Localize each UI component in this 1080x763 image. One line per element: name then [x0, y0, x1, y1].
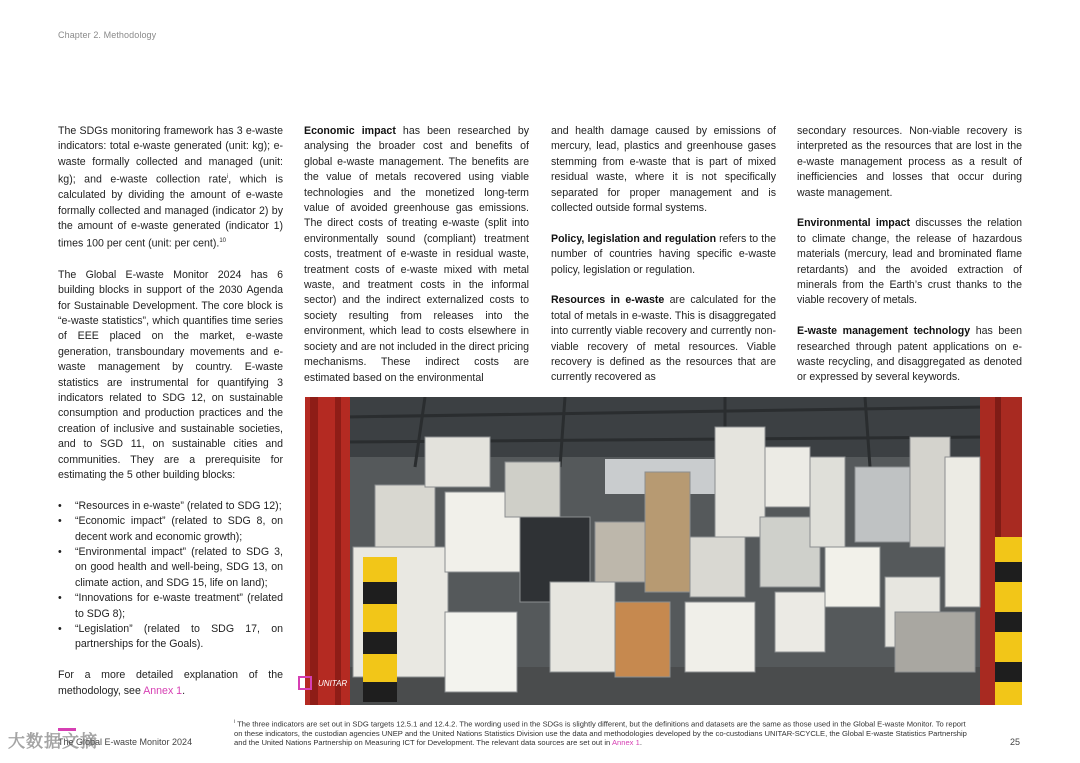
credit-square-icon — [298, 676, 312, 690]
footnote: $^i$ The three indicators are set out in SDG targets 12.5.1 and 12.4.2. The wording used in the SDGs is slightly different, but the definitions and datasets are the same as those used in the Global E-waste Monitor. To report on these indicators, the custodian agencies UNEP and the United Nations Statistics Division use the data and methodologies developed by the co-custodians UNITAR-SCYCLE, the Global E-waste Statistics Partnership and the United Nations Partnership on Measuring ICT for Development. The relevant data sources are set out in Annex 1. — [234, 719, 967, 747]
paragraph-resources: Resources in e-waste are calculated for the total of metals in e-waste. This is disaggregated into currently viable recovery and currently non-viable recovery of metal resources. Viable recovery is defined as the resources that are currently recovered as — [551, 294, 776, 384]
list-item: • “Environmental impact” (related to SDG 3, on good health and well-being, SDG 13, on climate action, and SDG 15, life on land); — [58, 545, 283, 591]
watermark: 大数据文摘 — [8, 732, 98, 751]
list-item: • “Legislation” (related to SDG 17, on partnerships for the Goals). — [58, 622, 283, 653]
paragraph-annex: For a more detailed explanation of the methodology, see Annex 1. — [58, 669, 283, 697]
paragraph-secondary-resources: secondary resources. Non-viable recovery is interpreted as the resources that are lost in the e-waste management process as a result of inefficiencies and losses that occur during waste management. — [797, 125, 1022, 199]
paragraph-health-damage: and health damage caused by emissions of mercury, lead, plastics and greenhouse gases stemming from e-waste that is part of mixed residual waste, where it is not specifically separated for proper management and is collected outside formal systems. — [551, 125, 776, 215]
ewaste-pile-illustration — [305, 397, 1022, 705]
annex-1-link[interactable]: Annex 1 — [143, 684, 183, 697]
footer-title: The Global E-waste Monitor 2024 — [58, 737, 193, 747]
column-4 — [797, 124, 1022, 401]
list-item: • “Resources in e-waste” (related to SDG 12); — [58, 499, 283, 514]
paragraph-economic-impact: Economic impact has been researched by analysing the broader cost and benefits of global e-waste management. The benefits are the value of metals recovered using viable technologies and the monetized long-term value of avoided greenhouse gas emissions. The direct costs of treating e-waste (split into environmentally sound (compliant) treatment costs, treatment of e-waste in residual waste, treatment costs of e-waste mixed with metal waste, and treatment costs in the informal sector) and the indirect externalized costs to society resulting from releases into the environment, which lead to costs elsewhere in society and are not included in the direct pricing mechanisms. These indirect costs are estimated based on the environmental — [304, 125, 530, 384]
column-2 — [304, 124, 529, 401]
paragraph-technology: E-waste management technology has been researched through patent applications on e-waste recycling, and disaggregated as denoted or expressed by several keywords. — [797, 325, 1022, 384]
list-item: • “Innovations for e-waste treatment” (related to SDG 8); — [58, 591, 283, 622]
column-3 — [551, 124, 776, 401]
footnote-ref: i — [226, 174, 229, 181]
column-1 — [58, 124, 283, 714]
paragraph-policy: Policy, legislation and regulation refers to the number of countries having specific e-waste policy, legislation or regulation. — [551, 232, 776, 276]
building-blocks-list — [58, 499, 283, 653]
page-number: 25 — [1010, 737, 1021, 747]
paragraph-environmental-impact: Environmental impact discusses the relation to climate change, the release of hazardous materials (mercury, lead and brominated flame retardants) and the avoided extraction of minerals from the Earth’s crust thanks to the viable recovery of metals. — [797, 217, 1022, 307]
paragraph-building-blocks: The Global E-waste Monitor 2024 has 6 building blocks in support of the 2030 Agenda for Sustainable Development. The core block is “e-waste statistics”, which quantifies time series of EEE placed on the market, e-waste generation, transboundary movements and e-waste management by country. E-waste statistics are instrumental for quantifying 3 indicators related to SDG 12, on sustainable consumption and production practices and the creation of inclusive and sustainable societies, and to SGD 11, on sustainable cities and communities. They are a prerequisite for estimating the 5 other building blocks: — [58, 268, 283, 481]
footnote-ref-10: 10 — [219, 238, 227, 245]
ewaste-photo — [305, 397, 1022, 705]
paragraph-sdg-framework: The SDGs monitoring framework has 3 e-waste indicators: total e-waste generated (unit: kg); e-waste formally collected and managed (unit: kg); and e-waste collection rate$^i$, which is calculated by dividing the amount of e-waste formally collected and managed (indicator 2) by the amount of e-waste generated (indicator 1) times 100 per cent (unit: per cent).$^{10}$ — [58, 125, 283, 250]
chapter-header: Chapter 2. Methodology — [58, 30, 157, 40]
list-item: • “Economic impact” (related to SDG 8, on decent work and economic growth); — [58, 514, 283, 545]
footnote-annex-link[interactable]: Annex 1 — [611, 737, 640, 747]
photo-credit: UNITAR — [298, 676, 347, 690]
